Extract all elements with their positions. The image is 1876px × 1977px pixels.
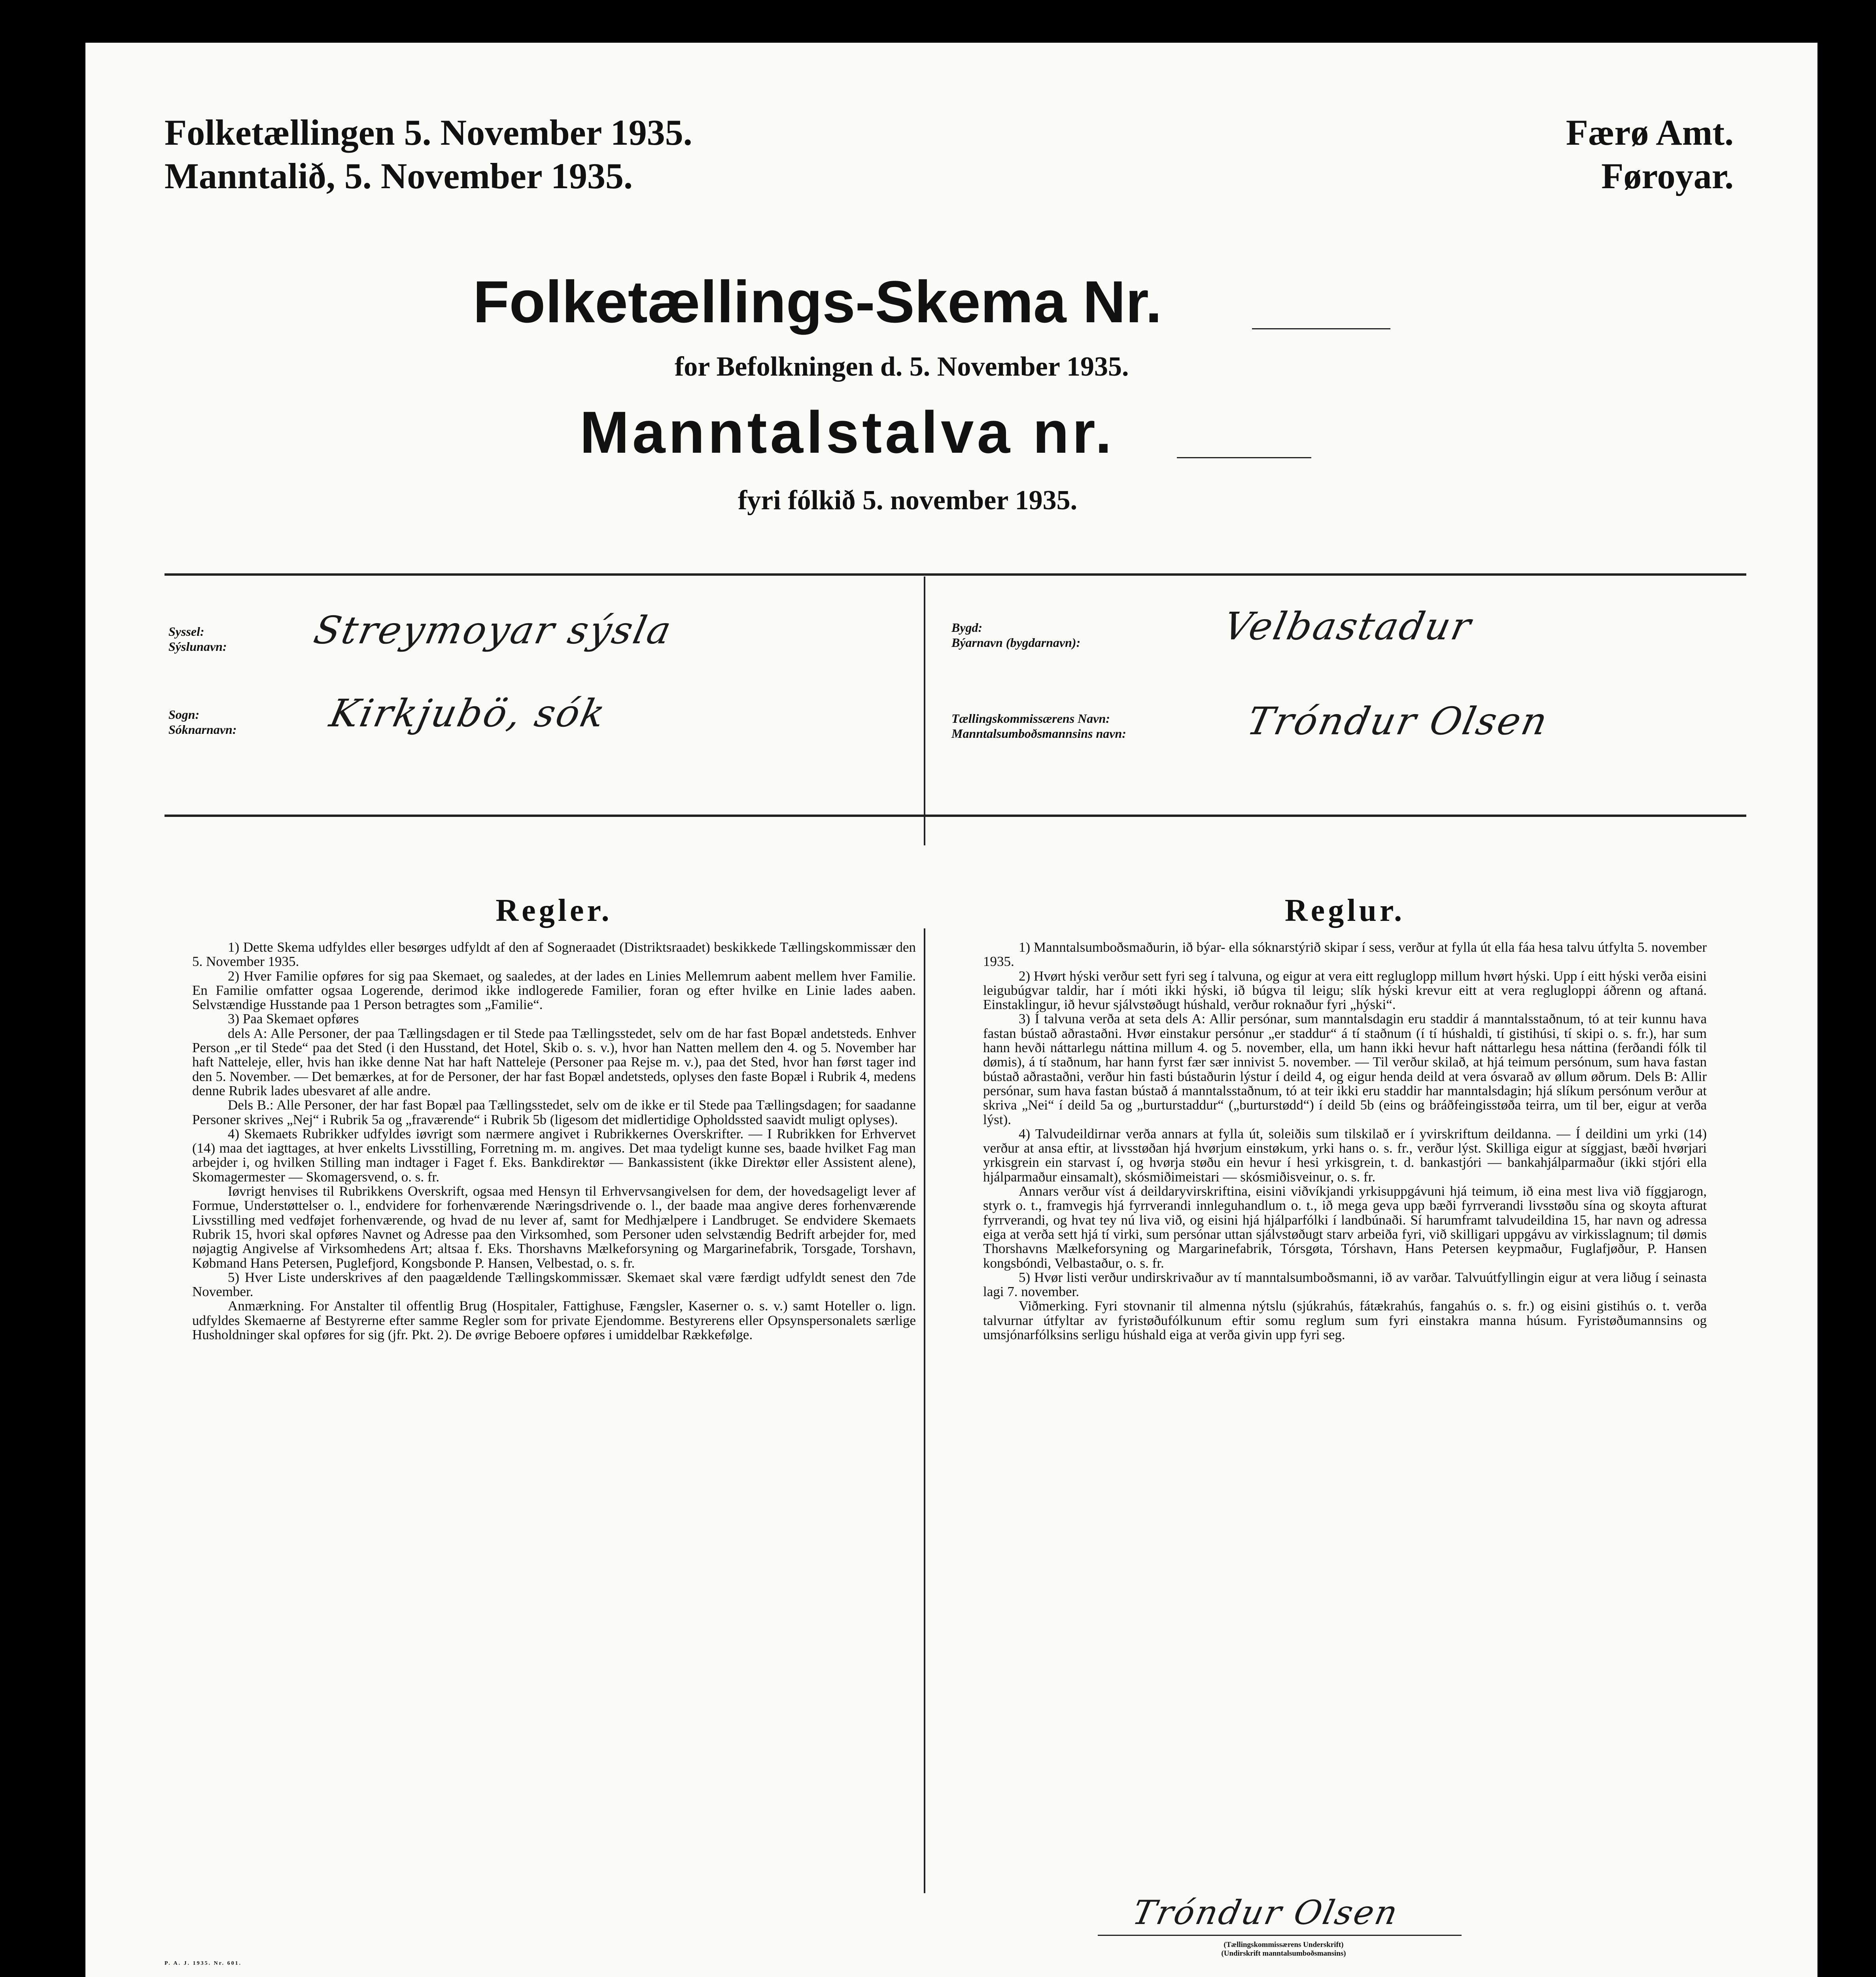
form-title-da: Folketællings-Skema Nr.: [473, 268, 1162, 335]
printer-mark: P. A. J. 1935. Nr. 601.: [165, 1960, 242, 1966]
header-left-line1: Folketællingen 5. November 1935.: [165, 112, 692, 153]
header-right-line2: Føroyar.: [1601, 156, 1734, 196]
reglur-paragraph: 2) Hvørt hýski verður sett fyri seg í talvuna, og eigur at vera eitt regluglopp millum hvørt hýski. Upp í eitt hýski verða eisini leigubúgvar taldir, har í móti ikki hýski, ið búgva til leigu; slík hýski krevur eitt at vera reglugloppi áðrenn og aftaná. Einstaklingur, ið hevur sjálvstøðugt húshald, verður roknaður fyri „hýski“.: [983, 968, 1707, 1013]
regler-paragraph: dels A: Alle Personer, der paa Tællingsdagen er til Stede paa Tællingsstedet, selv om de har fast Bopæl andetsteds. Enhver Person „er til Stede“ paa det Sted (i den Husstand, det Hotel, Skib o. s. v.), hvor han Natten mellem den 4. og 5. November har haft Natteleje, eller, hvis han ikke denne Nat har haft Natteleje (Personer paa Rejse m. v.), paa det Sted, hvor han først tager ind den 5. November. — Det bemærkes, at for de Personer, der har fast Bopæl andetsteds, oplyses den faste Bopæl i Rubrik 4, medens denne Rubrik lades ubesvaret af alle andre.: [192, 1025, 916, 1098]
signature-value: Tróndur Olsen: [1129, 1893, 1403, 1932]
regler-heading: Regler.: [495, 893, 613, 928]
regler-paragraph: 2) Hver Familie opføres for sig paa Skemaet, og saaledes, at der lades en Linies Mellemrum aabent mellem hver Familie. En Familie omfatter ogsaa Logerende, derimod ikke indlogerede Familier, foran og efter hvilke en Linie lades aaben. Selvstændige Husstande paa 1 Person betragtes som „Familie“.: [192, 968, 916, 1013]
syssel-value: Streymoyar sýsla: [310, 608, 677, 652]
census-form-page: [85, 43, 1817, 1977]
column-divider: [924, 928, 925, 1893]
regler-paragraph: Anmærkning. For Anstalter til offentlig Brug (Hospitaler, Fattighuse, Fængsler, Kaserner o. s. v.) samt Hoteller o. lign. udfyldes Skemaerne af Bestyrerne efter samme Regler som for private Ejendomme. Bestyrerens eller Opsynspersonalets særlige Husholdninger skal opføres for sig (jfr. Pkt. 2). De øvrige Beboere opføres i umiddelbar Rækkefølge.: [192, 1298, 916, 1343]
reglur-column: [983, 893, 1707, 1342]
sogn-value: Kirkjubö, sók: [326, 691, 611, 735]
form-subtitle-fo: fyri fólkið 5. november 1935.: [738, 485, 1078, 516]
sogn-label: Sogn: Sóknarnavn:: [168, 707, 237, 737]
form-number-line-fo: [1177, 457, 1311, 458]
bygd-label: Bygd: Býarnavn (bygdarnavn):: [951, 620, 1081, 650]
form-subtitle-da: for Befolkningen d. 5. November 1935.: [675, 352, 1129, 382]
reglur-paragraph: Viðmerking. Fyri stovnanir til almenna nýtslu (sjúkrahús, fátækrahús, fangahús o. s. fr.) og eisini gistihús o. t. verða talvurnar útfyltar av fyristøðufólkunum eftir somu reglum sum fyri einstakra manna húsum. Fyristøðumannsins og umsjónarfólksins serligu húshald eiga at verða givin upp fyri seg.: [983, 1298, 1707, 1343]
fields-top-rule: [165, 573, 1746, 576]
signature-caption: (Tællingskommissærens Underskrift) (Undirskrift manntalsumboðsmansins): [1221, 1941, 1346, 1958]
kommissaer-value: Tróndur Olsen: [1243, 699, 1553, 743]
kommissaer-label: Tællingskommissærens Navn: Manntalsumboðsmannsins navn:: [951, 711, 1126, 741]
reglur-heading: Reglur.: [1284, 893, 1405, 928]
regler-paragraph: 5) Hver Liste underskrives af den paagældende Tællingskommissær. Skemaet skal være færdigt udfyldt senest den 7de November.: [192, 1269, 916, 1300]
regler-paragraph: 3) Paa Skemaet opføres: [228, 1011, 359, 1027]
form-title-fo: Manntalstalva nr.: [580, 399, 1115, 465]
reglur-paragraph: Annars verður víst á deildaryvirskriftina, eisini viðvíkjandi yrkisuppgávuni hjá teimum, ið eina mest liva við fíggjarogn, styrk o. t., framvegis hjá fyrrverandi innleguhandlum o. t., ið mega geva upp bæði fyrrverandi livsstøðu sína og skoyta afturat fyrrverandi, og hvat tey nú liva við, og eisini hjá hjálparfólki í landbúnaði. Sí harumframt talvudeildina 15, har navn og adressa eiga at verða sett hjá tí virki, sum persónar uttan sjálvstøðugt starv arbeiða fyri, við skilligari uppgávu av virkisslagnum; til dømis Thorshavns Mælkeforsyning og Margarinefabrik, Tórsgøta, Tórshavn, Hans Petersen keypmaður, Fuglafjøður, P. Hansen kongsbóndi, Velbastaður, o. s. fr.: [983, 1183, 1707, 1271]
form-number-line-da: [1252, 328, 1390, 329]
reglur-paragraph: 3) Í talvuna verða at seta dels A: Allir persónar, sum manntalsdagin eru staddir á manntalsstaðnum, tó at teir kunnu hava fastan bústað aðrastaðni. Hvør einstakur persónur „er staddur“ á tí staðnum (í tí húshaldi, tí gistihúsi, tí skipi o. s. fr.), har sum hann hevði náttarlegu náttina millum 4. og 5. november, ella, um hann ikki hevur haft náttarlegu hesa náttina (ferðandi fólk til dømis), á tí staðnum, har hann fyrst fær sær innivist 5. november. — Til verður skilað, at hjá teimum persónum, sum hava fastan bústað aðrastaðni, verður hin fasti bústaðurin lýstur í deild 4, og eigur henda deild at vera ósvarað av øllum øðrum. Dels B: Allir persónar, sum hava fastan bústað á manntalsstaðnum, tó at teir ikki eru staddir har manntalsdagin; hjá slíkum persónum verður at skriva „Nei“ í deild 5a og „burturstaddur“ („burturstødd“) í deild 5b (eins og bráðfeingisstøða teirra, um til ber, eigur at verða lýst).: [983, 1011, 1707, 1127]
signature-line: [1098, 1935, 1462, 1936]
reglur-paragraph: 5) Hvør listi verður undirskrivaður av tí manntalsumboðsmanni, ið av varðar. Talvuútfyllingin eigur at vera liðug í seinasta lagi 7. november.: [983, 1269, 1707, 1300]
regler-paragraph: Dels B.: Alle Personer, der har fast Bopæl paa Tællingsstedet, selv om de ikke er til Stede paa Tællingsdagen; for saadanne Personer skrives „Nej“ i Rubrik 5a og „fraværende“ i Rubrik 5b (ligesom det midlertidige Opholdssted saavidt muligt oplyses).: [192, 1097, 916, 1127]
reglur-paragraph: 1) Manntalsumboðsmaðurin, ið býar- ella sóknarstýrið skipar í sess, verður at fylla út ella fáa hesa talvu útfylta 5. november 1935.: [983, 939, 1707, 970]
header-right-line1: Færø Amt.: [1566, 112, 1734, 153]
syssel-label: Syssel: Sýslunavn:: [168, 624, 227, 654]
reglur-paragraph: 4) Talvudeildirnar verða annars at fylla út, soleiðis sum tilskilað er í yvirskriftum deildanna. — Í deildini um yrki (14) verður at ansa eftir, at livsstøðan hjá hvørjum einstøkum, yrki hans o. s. fr., verður lýst. Skilliga eigur at síggjast, bæði hvørjari yrkisgrein ein starvast í, og hvørja støðu ein hevur í hesi yrkisgrein, t. d. bankastjóri — bankahjálparmaður (ikki stjóri ella hjálparmaður einsamalt), skósmiðimeistari — skósmiðisveinur, o. s. fr.: [983, 1126, 1707, 1185]
fields-bottom-rule: [165, 815, 1746, 817]
regler-paragraph: Iøvrigt henvises til Rubrikkens Overskrift, ogsaa med Hensyn til Erhvervsangivelsen for dem, der hovedsageligt lever af Formue, Understøttelser o. l., endvidere for forhenværende Næringsdrivende o. l., der baade maa angive deres forhenværende Livsstilling med vedføjet forhenværende, og hvad de nu lever af, samt for Medhjælpere i Landbruget. Se endvidere Skemaets Rubrik 15, hvori skal opføres Navnet og Adresse paa den Virksomhed, som Personer uden selvstændig Bedrift arbejder for, med nøjagtig Angivelse af Virksomhedens Art; altsaa f. Eks. Thorshavns Mælkeforsyning og Margarinefabrik, Torsgade, Torshavn, Købmand Hans Petersen, Puglefjord, Kongsbonde P. Hansen, Velbestad, o. s. fr.: [192, 1183, 916, 1271]
regler-paragraph: 4) Skemaets Rubrikker udfyldes iøvrigt som nærmere angivet i Rubrikkernes Overskrifter. — I Rubrikken for Erhvervet (14) maa det iagttages, at hver enkelts Livsstilling, Forretning m. m. angives. Det maa tydeligt kunne ses, baade hvilket Fag man arbejder i, og hvilken Stilling man indtager i Faget f. Eks. Bankdirektør — Bankassistent (ikke Direktør eller Assistent alene), Skomagermester — Skomagersvend, o. s. fr.: [192, 1126, 916, 1185]
regler-column: [192, 893, 916, 1342]
bygd-value: Velbastadur: [1220, 604, 1476, 648]
regler-paragraph: 1) Dette Skema udfyldes eller besørges udfyldt af den af Sogneraadet (Distriktsraadet) beskikkede Tællingskommissær den 5. November 1935.: [192, 939, 916, 970]
fields-divider: [924, 576, 925, 845]
header-left-line2: Manntalið, 5. November 1935.: [165, 156, 633, 196]
